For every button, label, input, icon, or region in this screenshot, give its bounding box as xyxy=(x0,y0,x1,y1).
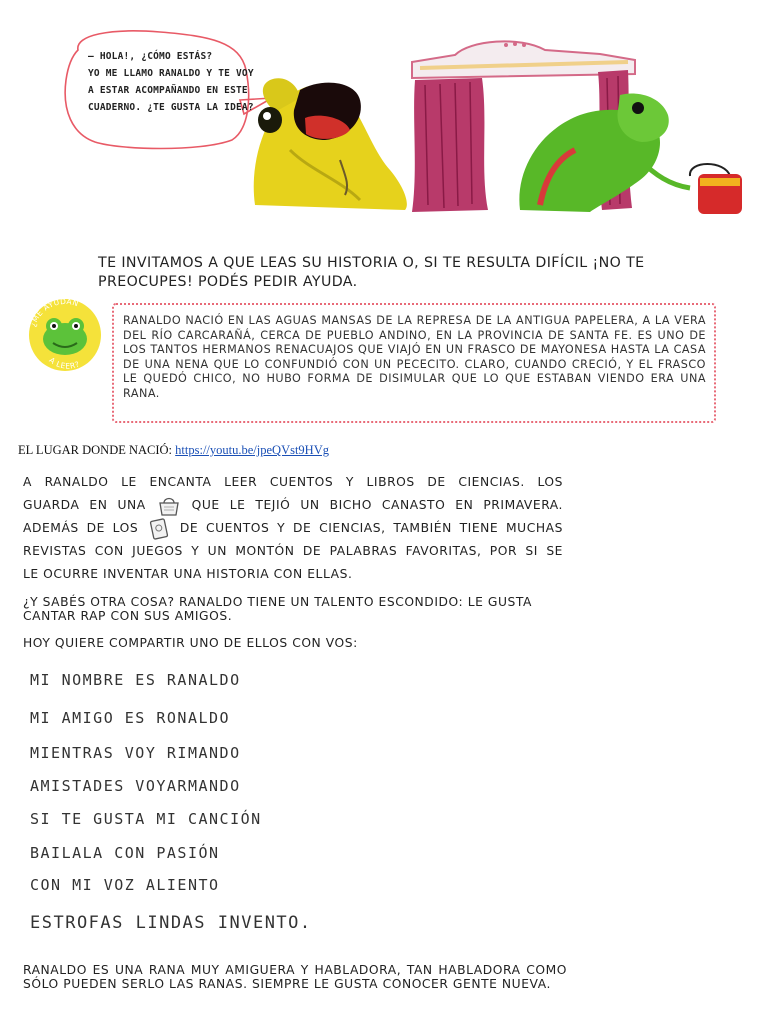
story-box xyxy=(112,303,716,423)
bag-icon xyxy=(156,495,182,517)
paragraph-line: LE OCURRE INVENTAR UNA HISTORIA CON ELLAS. xyxy=(23,567,353,581)
story-text: RANALDO NACIÓ EN LAS AGUAS MANSAS DE LA REPRESA DE LA ANTIGUA PAPELERA, A LA VERA DEL RÍO CARCARAÑÁ, CERCA DE PUEBLO ANDINO, EN LA PROVINCIA DE SANTA FE. ES UNO DE LOS TANTOS HERMANOS RENACUAJOS QUE VIAJÓ EN UN FRASCO DE MAYONESA HASTA LA CASA DE UNA NENA QUE LO CONFUNDIÓ CON UN PECECITO. CLARO, CUANDO CRECIÓ, Y EL FRASCO LE QUEDÓ CHICO, NO HUBO FORMA DE DISIMULAR QUE LO QUE ESTABAN VIENDO ERA UNA RANA. xyxy=(123,314,706,400)
rap-line: MI NOMBRE ES RANALDO xyxy=(30,671,241,689)
rap-line: SI TE GUSTA MI CANCIÓN xyxy=(30,810,262,828)
bubble-line: A ESTAR ACOMPAÑANDO EN ESTE xyxy=(88,85,248,96)
badge-top-text: ¿ME AYUDÁN xyxy=(28,296,80,328)
frog-right-illustration xyxy=(519,94,690,212)
book-icon xyxy=(146,518,172,540)
closing-paragraph: RANALDO ES UNA RANA MUY AMIGUERA Y HABLADORA, TAN HABLADORA COMO SÓLO PUEDEN SERLO LAS RANAS. SIEMPRE LE GUSTA CONOCER GENTE NUEVA. xyxy=(23,963,567,991)
badge-bottom-text: A LEER? xyxy=(47,355,82,371)
birthplace-video-link[interactable]: https://youtu.be/jpeQVst9HVg xyxy=(175,443,329,457)
frog-face-icon xyxy=(43,318,87,355)
rap-line: BAILALA CON PASIÓN xyxy=(30,844,220,862)
bubble-line: — HOLA!, ¿CÓMO ESTÁS? xyxy=(88,51,213,62)
rap-line: AMISTADES VOYARMANDO xyxy=(30,777,241,795)
frog-left-illustration xyxy=(254,78,407,210)
birthplace-line xyxy=(18,443,329,458)
paragraph-line: REVISTAS CON JUEGOS Y UN MONTÓN DE PALABRAS FAVORITAS, POR SI SE xyxy=(23,544,563,558)
speech-bubble-text xyxy=(88,48,254,116)
reading-paragraph xyxy=(23,471,563,586)
talent-paragraph: ¿Y SABÉS OTRA COSA? RANALDO TIENE UN TALENTO ESCONDIDO: LE GUSTA CANTAR RAP CON SUS AMIGOS. xyxy=(23,595,532,623)
rap-line: CON MI VOZ ALIENTO xyxy=(30,876,220,894)
rap-line: MIENTRAS VOY RIMANDO xyxy=(30,744,241,762)
paragraph-fragment: ADEMÁS DE LOS xyxy=(23,521,139,535)
rap-line: MI AMIGO ES RONALDO xyxy=(30,709,231,727)
paragraph-line xyxy=(23,517,563,540)
paragraph-fragment: DE CUENTOS Y DE CIENCIAS, TAMBIÉN TIENE MUCHAS xyxy=(179,521,563,535)
paragraph-fragment: QUE LE TEJIÓ UN BICHO CANASTO EN PRIMAVERA. xyxy=(191,498,563,512)
paragraph-line xyxy=(23,494,563,517)
invitation-heading: TE INVITAMOS A QUE LEAS SU HISTORIA O, SI TE RESULTA DIFÍCIL ¡NO TE PREOCUPES! PODÉS PEDIR AYUDA. xyxy=(98,255,645,290)
bubble-line: CUADERNO. ¿TE GUSTA LA IDEA? xyxy=(88,102,254,113)
share-paragraph: HOY QUIERE COMPARTIR UNO DE ELLOS CON VOS: xyxy=(23,636,358,650)
birthplace-label: EL LUGAR DONDE NACIÓ: xyxy=(18,443,173,457)
paragraph-fragment: GUARDA EN UNA xyxy=(23,498,146,512)
paragraph-line: A RANALDO LE ENCANTA LEER CUENTOS Y LIBROS DE CIENCIAS. LOS xyxy=(23,475,563,489)
rap-line: ESTROFAS LINDAS INVENTO. xyxy=(30,913,312,933)
reading-help-badge xyxy=(20,293,110,373)
red-bag-illustration xyxy=(690,164,742,214)
bubble-line: YO ME LLAMO RANALDO Y TE VOY xyxy=(88,68,254,79)
